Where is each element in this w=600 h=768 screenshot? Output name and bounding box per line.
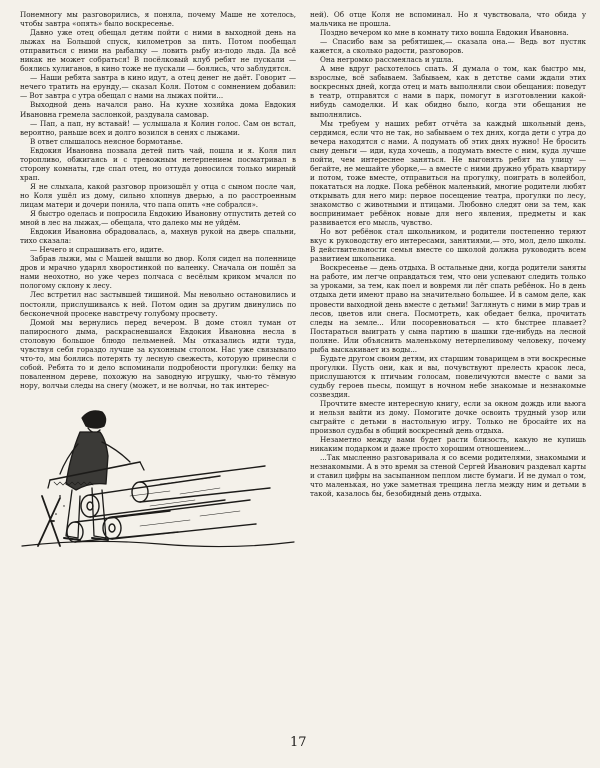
paragraph: Евдокия Ивановна обрадовалась, а, махнув рукой на дверь спальни, тихо сказала: [20,227,296,246]
person-sawing-logs-illustration [20,396,296,558]
paragraph: Она негромко рассмеялась и ушла. [320,55,454,65]
left-column [20,10,296,560]
paragraph: — Нечего и спрашивать его, идите. [30,245,164,255]
paragraph: А мне вдруг расхотелось спать. Я думала о том, как быстро мы, взрослые, всё забываем. Забываем, как в детстве сами ждали этих воскресных дней, когда отец и мать выполняли свои обещания: поведут в театр, отправятся с нами в парк, помогут в изготовлении какой-нибудь самоделки. И как обидно было, когда эти обещания не выполнялись. [310,64,586,119]
text-columns [20,10,586,560]
paragraph: Прочтите вместе интересную книгу, если за окном дождь или вьюга и нельзя выйти из дому. Помогите дочке освоить трудный узор или сыграйте с детьми в настольную игру. Только не бросайте их на произвол судьбы в общий воскресный день отдыха. [310,399,586,436]
paragraph: Домой мы вернулись перед вечером. В доме стоял туман от папиросного дыма, раскрасневшаяся Евдокия Ивановна несла в столовую большое блюдо пельменей. Мы отказались идти туда, чувствуя себя гораздо лучше за кухонным столом. Нас уже связывало что-то, мы боялись потерять ту лесную свежесть, которую принесли с собой. Ребята то и дело вспоминали подробности прогулки: белку на поваленном дереве, похожую на заводную игрушку, чью-то тёмную нору, волчьи следы на снегу (может, и не волчьи, но так интерес- [20,317,296,390]
left-column-paragraphs [20,10,296,390]
paragraph: Будьте другом своим детям, их старшим товарищем в эти воскресные прогулки. Пусть они, как и вы, почувствуют прелесть красок леса, прислушаются к птичьим голосам, повеличуются вместе с вами за судьбу героев пьесы, помщут в ночном небе знакомые и незнакомые созвездия. [310,353,586,399]
page-number: 17 [290,735,307,750]
paragraph: — Спасибо вам за ребятишек,— сказала она.— Ведь вот пустяк кажется, а сколько радости, разговоров. [310,37,586,56]
paragraph: Я быстро оделась и попросила Евдокию Ивановну отпустить детей со мной в лес на лыжах,— обещала, что далеко мы не уйдём. [20,209,296,228]
paragraph: В ответ слышалось неясное бормотанье. [30,136,183,146]
paragraph: — Наши ребята завтра в кино идут, а отец денег не даёт. Говорит — нечего тратить на ерунду,— сказал Коля. Потом с сомнением добавил: — Вот завтра с утра обещал с нами на лыжах пойти... [20,73,296,101]
paragraph: Понемногу мы разговорились, я поняла, почему Маше не хотелось, чтобы завтра «опять» было воскресенье. [20,10,296,29]
right-column-paragraphs [310,10,586,499]
paragraph: Незаметно между вами будет расти близость, какую не купишь никаким подарком и даже просто хорошим отношением... [310,435,586,454]
paragraph: Лес встретил нас застывшей тишиной. Мы невольно остановились и постояли, прислушиваясь к ней. Потом один за другим двинулись по бесконечной просеке навстречу голубому просвету. [20,290,296,318]
paragraph: — Пап, а пап, ну вставай! — услышала я Колин голос. Сам он встал, вероятно, раньше всех и долго возился в сенях с лыжами. [20,118,296,137]
paragraph: Я не слыхала, какой разговор произошёл у отца с сыном после чая, но Коля ушёл из дому, сильно хлопнув дверью, а по расстроенным лицам матери и дочери поняла, что папа опять «не собрался». [20,181,296,209]
right-column [310,10,586,560]
paragraph: ...Так мысленно разговаривала я со всеми родителями, знакомыми и незнакомыми. А в это время за стеной Сергей Иванович раздевал карты и ставил цифры на засыпанном пеплом листе бумаги. И не думал о том, что маленькая, но уже заметная трещина легла между ним и детьми в такой, казалось бы, безобидный день отдыха. [310,453,586,499]
paragraph: Выходной день начался рано. На кухне хозяйка дома Евдокия Ивановна гремела заслонкой, раздувала самовар. [20,100,296,119]
paragraph: Евдокия Ивановна позвала детей пить чай, пошла и я. Коля пил торопливо, обжигаясь и с тревожным нетерпением посматривал в сторону комнаты, где спал отец, но оттуда доносился только мирный храп. [20,145,296,182]
paragraph: Воскресенье — день отдыха. В остальные дни, когда родители заняты на работе, им легче оправдаться тем, что они успевают следить только за уроками, за тем, как поел и вовремя ли лёг спать ребёнок. Но в день отдыха дети имеют право на значительно большее. И в самом деле, как провести выходной день вместе с детьми! Заглянуть с ними в мир трав и лесов, цветов или снега. Посмотреть, как обедает белка, прочитать следы на земле... Или посоревноваться — кто быстрее плавает? Постараться выиграть у сына партию в шашки где-нибудь на лесной поляне. Или объяснить маленькому нетерпеливому человеку, почему рыба выскакивает из воды... [310,263,586,354]
paragraph: Давно уже отец обещал детям пойти с ними в выходной день на лыжах на Большой спуск, километров за пять. Потом пообещал отправиться с ними на рыбалку — ловить рыбу из-подо льда. Да всё никак не может собраться! В посёлковый клуб ребят не пускали — боялись хулиганов, в кино тоже не пускали — боялись, что заблудятся. [20,28,296,74]
paragraph: Поздно вечером ко мне в комнату тихо вошла Евдокия Ивановна. [320,28,569,38]
paragraph: Забрав лыжи, мы с Машей вышли во двор. Коля сидел на поленнице дров и мрачно ударял хворостинкой по валенку. Сначала он пошёл за нами неохотно, но уже через полчаса с весёлым криком мчался по пологому склону к лесу. [20,254,296,291]
paragraph: Мы требуем у наших ребят отчёта за каждый школьный день, сердимся, если что не так, но забываем о тех днях, когда дети с утра до вечера находятся с нами. А подумать об этих днях нужно! Не бросить сыну деньги — иди, куда хочешь, а подумать вместе с ним, куда лучше пойти, чем интереснее заняться. Не выгонять ребят на улицу — бегайте, не мешайте уборке,— а вместе с ними дружно убрать квартиру и потом, тоже вместе, отправиться на прогулку, поиграть в волейбол, покататься на лодке. Пока ребёнок маленький, многие родители любят открывать для него мир: первое посещение театра, прогулки по лесу, знакомство с животными и птицами. Любовно следят они за тем, как воспринимает ребёнок новые для него явления, предметы и как развивается его мысль, чувство. [310,118,586,228]
paragraph: ней). Об отце Коля не вспоминал. Но я чувствовала, что обида у мальчика не прошла. [310,10,586,29]
paragraph: Но вот ребёнок стал школьником, и родители постепенно теряют вкус к руководству его интересами, занятиями,— это, мол, дело школы. В действительности семья вместе со школой должна руководить всем развитием школьника. [310,227,586,264]
